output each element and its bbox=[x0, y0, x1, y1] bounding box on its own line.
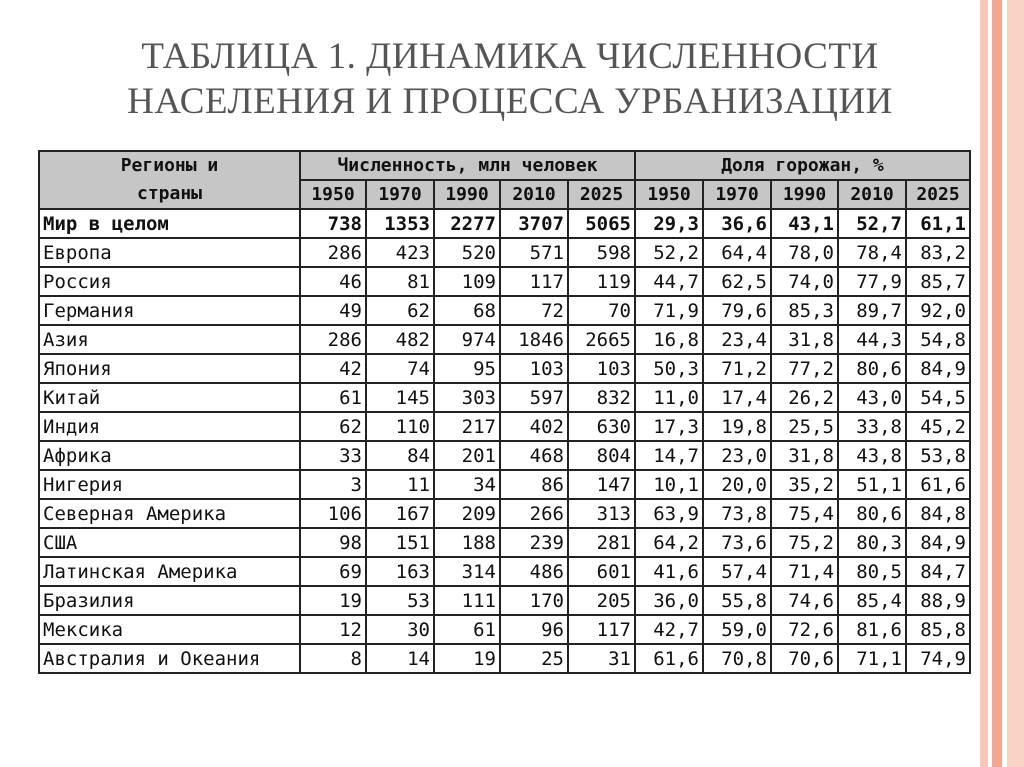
population-cell: 3707 bbox=[500, 209, 568, 238]
table-row bbox=[39, 354, 970, 383]
urban-share-cell: 23,4 bbox=[703, 325, 771, 354]
urban-share-cell: 52,2 bbox=[635, 238, 703, 267]
urban-share-cell: 36,0 bbox=[635, 586, 703, 615]
urban-share-cell: 84,8 bbox=[906, 499, 970, 528]
population-cell: 106 bbox=[300, 499, 366, 528]
urban-share-cell: 83,2 bbox=[906, 238, 970, 267]
region-name-cell: Бразилия bbox=[39, 586, 300, 615]
table-body bbox=[39, 209, 970, 673]
region-name-cell: США bbox=[39, 528, 300, 557]
urban-share-cell: 80,6 bbox=[838, 354, 906, 383]
population-cell: 974 bbox=[434, 325, 500, 354]
population-cell: 69 bbox=[300, 557, 366, 586]
urban-share-cell: 80,5 bbox=[838, 557, 906, 586]
urban-share-cell: 57,4 bbox=[703, 557, 771, 586]
table-row bbox=[39, 441, 970, 470]
population-cell: 70 bbox=[568, 296, 635, 325]
population-cell: 486 bbox=[500, 557, 568, 586]
urban-share-cell: 71,2 bbox=[703, 354, 771, 383]
region-name-cell: Северная Америка bbox=[39, 499, 300, 528]
urban-share-cell: 14,7 bbox=[635, 441, 703, 470]
urban-share-cell: 85,4 bbox=[838, 586, 906, 615]
population-cell: 2665 bbox=[568, 325, 635, 354]
population-cell: 84 bbox=[366, 441, 434, 470]
population-cell: 402 bbox=[500, 412, 568, 441]
population-cell: 482 bbox=[366, 325, 434, 354]
population-cell: 303 bbox=[434, 383, 500, 412]
urban-share-cell: 80,6 bbox=[838, 499, 906, 528]
population-cell: 117 bbox=[500, 267, 568, 296]
urban-share-cell: 84,9 bbox=[906, 528, 970, 557]
urban-share-cell: 25,5 bbox=[771, 412, 838, 441]
population-cell: 571 bbox=[500, 238, 568, 267]
urban-share-cell: 71,4 bbox=[771, 557, 838, 586]
table-row bbox=[39, 267, 970, 296]
urban-share-cell: 80,3 bbox=[838, 528, 906, 557]
population-cell: 145 bbox=[366, 383, 434, 412]
population-cell: 19 bbox=[434, 644, 500, 673]
population-cell: 313 bbox=[568, 499, 635, 528]
urban-share-cell: 72,6 bbox=[771, 615, 838, 644]
population-year-header: 2025 bbox=[568, 180, 635, 209]
population-cell: 217 bbox=[434, 412, 500, 441]
population-cell: 188 bbox=[434, 528, 500, 557]
population-cell: 62 bbox=[366, 296, 434, 325]
slide-title-line-1: ТАБЛИЦА 1. ДИНАМИКА ЧИСЛЕННОСТИ bbox=[141, 36, 879, 77]
urban-share-cell: 17,3 bbox=[635, 412, 703, 441]
population-cell: 86 bbox=[500, 470, 568, 499]
decor-stripe-5 bbox=[1007, 0, 1024, 767]
urban-year-header: 2010 bbox=[838, 180, 906, 209]
urban-share-cell: 17,4 bbox=[703, 383, 771, 412]
population-cell: 62 bbox=[300, 412, 366, 441]
urban-share-cell: 61,6 bbox=[906, 470, 970, 499]
urban-share-cell: 33,8 bbox=[838, 412, 906, 441]
population-cell: 74 bbox=[366, 354, 434, 383]
table-row bbox=[39, 325, 970, 354]
region-name-cell: Германия bbox=[39, 296, 300, 325]
population-cell: 8 bbox=[300, 644, 366, 673]
urban-share-cell: 54,8 bbox=[906, 325, 970, 354]
population-cell: 239 bbox=[500, 528, 568, 557]
population-cell: 601 bbox=[568, 557, 635, 586]
urban-share-cell: 85,7 bbox=[906, 267, 970, 296]
urban-share-cell: 79,6 bbox=[703, 296, 771, 325]
urban-share-cell: 74,6 bbox=[771, 586, 838, 615]
population-cell: 209 bbox=[434, 499, 500, 528]
urban-share-cell: 41,6 bbox=[635, 557, 703, 586]
population-cell: 42 bbox=[300, 354, 366, 383]
urban-share-cell: 51,1 bbox=[838, 470, 906, 499]
table-row bbox=[39, 412, 970, 441]
table-row bbox=[39, 209, 970, 238]
population-year-header: 1990 bbox=[434, 180, 500, 209]
urban-year-header: 2025 bbox=[906, 180, 970, 209]
population-cell: 110 bbox=[366, 412, 434, 441]
table-row bbox=[39, 586, 970, 615]
population-group-header: Численность, млн человек bbox=[300, 151, 635, 180]
urban-share-cell: 85,8 bbox=[906, 615, 970, 644]
urban-share-cell: 84,9 bbox=[906, 354, 970, 383]
population-cell: 281 bbox=[568, 528, 635, 557]
population-year-header: 2010 bbox=[500, 180, 568, 209]
urban-share-cell: 77,9 bbox=[838, 267, 906, 296]
table-row bbox=[39, 499, 970, 528]
population-cell: 1353 bbox=[366, 209, 434, 238]
population-cell: 286 bbox=[300, 238, 366, 267]
urban-share-cell: 20,0 bbox=[703, 470, 771, 499]
region-name-cell: Китай bbox=[39, 383, 300, 412]
population-cell: 314 bbox=[434, 557, 500, 586]
urban-share-cell: 29,3 bbox=[635, 209, 703, 238]
population-cell: 286 bbox=[300, 325, 366, 354]
urban-share-cell: 43,1 bbox=[771, 209, 838, 238]
population-cell: 266 bbox=[500, 499, 568, 528]
urban-group-header: Доля горожан, % bbox=[635, 151, 970, 180]
population-cell: 167 bbox=[366, 499, 434, 528]
table-row bbox=[39, 615, 970, 644]
population-cell: 19 bbox=[300, 586, 366, 615]
urban-share-cell: 70,6 bbox=[771, 644, 838, 673]
population-cell: 14 bbox=[366, 644, 434, 673]
region-name-cell: Африка bbox=[39, 441, 300, 470]
population-cell: 68 bbox=[434, 296, 500, 325]
urban-share-cell: 53,8 bbox=[906, 441, 970, 470]
urban-share-cell: 78,4 bbox=[838, 238, 906, 267]
population-cell: 33 bbox=[300, 441, 366, 470]
decor-stripe-3 bbox=[992, 0, 1002, 767]
urban-share-cell: 31,8 bbox=[771, 325, 838, 354]
population-table bbox=[38, 150, 971, 674]
population-cell: 5065 bbox=[568, 209, 635, 238]
population-cell: 103 bbox=[568, 354, 635, 383]
urban-share-cell: 88,9 bbox=[906, 586, 970, 615]
urban-share-cell: 85,3 bbox=[771, 296, 838, 325]
population-cell: 630 bbox=[568, 412, 635, 441]
population-cell: 163 bbox=[366, 557, 434, 586]
region-name-cell: Россия bbox=[39, 267, 300, 296]
urban-share-cell: 64,2 bbox=[635, 528, 703, 557]
population-cell: 11 bbox=[366, 470, 434, 499]
urban-share-cell: 61,6 bbox=[635, 644, 703, 673]
urban-share-cell: 54,5 bbox=[906, 383, 970, 412]
urban-share-cell: 75,2 bbox=[771, 528, 838, 557]
region-header-line-2: страны bbox=[136, 183, 203, 204]
population-cell: 111 bbox=[434, 586, 500, 615]
decor-stripe-1 bbox=[980, 0, 988, 767]
region-name-cell: Мексика bbox=[39, 615, 300, 644]
urban-share-cell: 43,8 bbox=[838, 441, 906, 470]
urban-share-cell: 16,8 bbox=[635, 325, 703, 354]
urban-share-cell: 70,8 bbox=[703, 644, 771, 673]
urban-share-cell: 74,9 bbox=[906, 644, 970, 673]
population-cell: 34 bbox=[434, 470, 500, 499]
population-cell: 598 bbox=[568, 238, 635, 267]
population-year-header: 1950 bbox=[300, 180, 366, 209]
region-name-cell: Австралия и Океания bbox=[39, 644, 300, 673]
population-cell: 520 bbox=[434, 238, 500, 267]
urban-share-cell: 73,6 bbox=[703, 528, 771, 557]
urban-share-cell: 35,2 bbox=[771, 470, 838, 499]
header-row-groups bbox=[39, 151, 970, 180]
population-cell: 804 bbox=[568, 441, 635, 470]
urban-share-cell: 10,1 bbox=[635, 470, 703, 499]
table-row bbox=[39, 644, 970, 673]
urban-share-cell: 84,7 bbox=[906, 557, 970, 586]
population-cell: 597 bbox=[500, 383, 568, 412]
population-cell: 81 bbox=[366, 267, 434, 296]
urban-year-header: 1970 bbox=[703, 180, 771, 209]
table-row bbox=[39, 238, 970, 267]
population-cell: 3 bbox=[300, 470, 366, 499]
table-row bbox=[39, 470, 970, 499]
urban-year-header: 1950 bbox=[635, 180, 703, 209]
urban-share-cell: 62,5 bbox=[703, 267, 771, 296]
urban-share-cell: 92,0 bbox=[906, 296, 970, 325]
population-cell: 205 bbox=[568, 586, 635, 615]
urban-share-cell: 43,0 bbox=[838, 383, 906, 412]
urban-share-cell: 44,3 bbox=[838, 325, 906, 354]
region-name-cell: Азия bbox=[39, 325, 300, 354]
urban-share-cell: 36,6 bbox=[703, 209, 771, 238]
region-name-cell: Япония bbox=[39, 354, 300, 383]
population-cell: 147 bbox=[568, 470, 635, 499]
population-cell: 30 bbox=[366, 615, 434, 644]
region-name-cell: Мир в целом bbox=[39, 209, 300, 238]
urban-share-cell: 11,0 bbox=[635, 383, 703, 412]
region-name-cell: Индия bbox=[39, 412, 300, 441]
population-cell: 119 bbox=[568, 267, 635, 296]
urban-share-cell: 42,7 bbox=[635, 615, 703, 644]
population-cell: 61 bbox=[300, 383, 366, 412]
population-cell: 738 bbox=[300, 209, 366, 238]
table-row bbox=[39, 528, 970, 557]
population-cell: 1846 bbox=[500, 325, 568, 354]
region-name-cell: Европа bbox=[39, 238, 300, 267]
population-cell: 468 bbox=[500, 441, 568, 470]
table-row bbox=[39, 383, 970, 412]
population-cell: 96 bbox=[500, 615, 568, 644]
slide-title-line-2: НАСЕЛЕНИЯ И ПРОЦЕССА УРБАНИЗАЦИИ bbox=[127, 81, 893, 122]
urban-share-cell: 50,3 bbox=[635, 354, 703, 383]
population-cell: 117 bbox=[568, 615, 635, 644]
urban-share-cell: 71,9 bbox=[635, 296, 703, 325]
population-cell: 201 bbox=[434, 441, 500, 470]
urban-share-cell: 19,8 bbox=[703, 412, 771, 441]
population-cell: 98 bbox=[300, 528, 366, 557]
population-cell: 53 bbox=[366, 586, 434, 615]
urban-share-cell: 75,4 bbox=[771, 499, 838, 528]
population-cell: 2277 bbox=[434, 209, 500, 238]
urban-share-cell: 71,1 bbox=[838, 644, 906, 673]
urban-share-cell: 77,2 bbox=[771, 354, 838, 383]
table-row bbox=[39, 296, 970, 325]
slide-title bbox=[60, 34, 960, 124]
urban-share-cell: 59,0 bbox=[703, 615, 771, 644]
population-cell: 12 bbox=[300, 615, 366, 644]
table-row bbox=[39, 557, 970, 586]
population-cell: 151 bbox=[366, 528, 434, 557]
population-cell: 423 bbox=[366, 238, 434, 267]
urban-share-cell: 23,0 bbox=[703, 441, 771, 470]
urban-year-header: 1990 bbox=[771, 180, 838, 209]
region-name-cell: Нигерия bbox=[39, 470, 300, 499]
urban-share-cell: 55,8 bbox=[703, 586, 771, 615]
urban-share-cell: 89,7 bbox=[838, 296, 906, 325]
population-cell: 46 bbox=[300, 267, 366, 296]
urban-share-cell: 63,9 bbox=[635, 499, 703, 528]
urban-share-cell: 64,4 bbox=[703, 238, 771, 267]
population-cell: 170 bbox=[500, 586, 568, 615]
region-name-cell: Латинская Америка bbox=[39, 557, 300, 586]
urban-share-cell: 52,7 bbox=[838, 209, 906, 238]
urban-share-cell: 61,1 bbox=[906, 209, 970, 238]
population-cell: 61 bbox=[434, 615, 500, 644]
population-cell: 25 bbox=[500, 644, 568, 673]
urban-share-cell: 78,0 bbox=[771, 238, 838, 267]
population-cell: 49 bbox=[300, 296, 366, 325]
population-cell: 109 bbox=[434, 267, 500, 296]
urban-share-cell: 74,0 bbox=[771, 267, 838, 296]
urban-share-cell: 31,8 bbox=[771, 441, 838, 470]
population-year-header: 1970 bbox=[366, 180, 434, 209]
population-cell: 72 bbox=[500, 296, 568, 325]
population-cell: 31 bbox=[568, 644, 635, 673]
urban-share-cell: 81,6 bbox=[838, 615, 906, 644]
region-header bbox=[39, 151, 300, 209]
population-cell: 95 bbox=[434, 354, 500, 383]
urban-share-cell: 26,2 bbox=[771, 383, 838, 412]
population-cell: 832 bbox=[568, 383, 635, 412]
region-header-line-1: Регионы и bbox=[120, 155, 219, 176]
urban-share-cell: 73,8 bbox=[703, 499, 771, 528]
urban-share-cell: 45,2 bbox=[906, 412, 970, 441]
urban-share-cell: 44,7 bbox=[635, 267, 703, 296]
population-cell: 103 bbox=[500, 354, 568, 383]
